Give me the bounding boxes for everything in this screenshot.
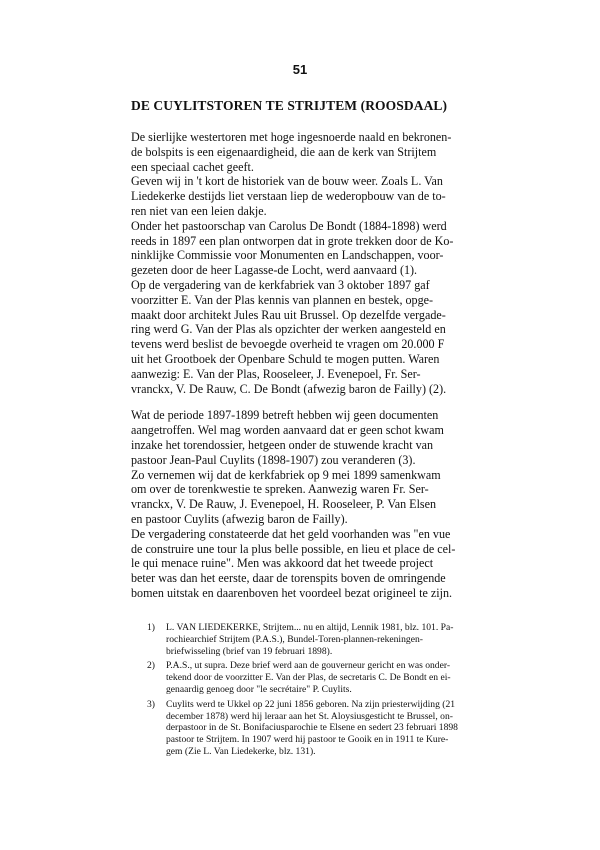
text-line: le qui menace ruine". Men was akkoord dat het tweede project <box>131 556 434 571</box>
text-line: ring werd G. Van der Plas als opzichter der werken aangesteld en <box>131 322 446 337</box>
text-line: beter was dan het eerste, daar de torenspits boven de omringende <box>131 571 446 586</box>
text-line: gezeten door de heer Lagasse-de Locht, werd aanvaard (1). <box>131 263 418 278</box>
text-line: voorzitter E. Van der Plas kennis van plannen en bestek, opge- <box>131 292 434 307</box>
footnote-number: 1) <box>147 622 155 633</box>
text-line: een speciaal cachet geeft. <box>131 159 254 174</box>
paragraph-1 <box>131 130 475 396</box>
text-line: De vergadering constateerde dat het geld voorhanden was "en vue <box>131 526 451 541</box>
text-line: reeds in 1897 een plan ontworpen dat in grote trekken door de Ko- <box>131 233 454 248</box>
footnote-line: december 1878) werd hij leraar aan het St. Aloysiusgesticht te Brussel, on- <box>166 710 453 722</box>
text-line: aangetroffen. Wel mag worden aanvaard dat er geen schot kwam <box>131 423 444 438</box>
footnote <box>147 660 477 695</box>
footnote-line: genaardig genoeg door "le secrétaire" P. Cuylits. <box>166 683 352 695</box>
text-line: vranckx, V. De Rauw, C. De Bondt (afwezig baron de Failly) (2). <box>131 381 447 396</box>
footnote-number: 3) <box>147 698 155 710</box>
text-line: pastoor Jean-Paul Cuylits (1898-1907) zou veranderen (3). <box>131 452 416 467</box>
text-line: en pastoor Cuylits (afwezig baron de Failly). <box>131 511 348 526</box>
footnote-line: L. VAN LIEDEKERKE, Strijtem... nu en altijd, Lennik 1981, blz. 101. Pa- <box>166 622 454 633</box>
footnote-line: P.A.S., ut supra. Deze brief werd aan de gouverneur gericht en was onder- <box>166 660 451 672</box>
text-line: maakt door architekt Jules Rau uit Brussel. Op dezelfde vergade- <box>131 307 446 322</box>
text-line: Wat de periode 1897-1899 betreft hebben wij geen documenten <box>131 408 439 423</box>
text-line: de construire une tour la plus belle possible, en lieu et place de cel- <box>131 541 456 556</box>
footnote-line: Cuylits werd te Ukkel op 22 juni 1856 geboren. Na zijn priesterwijding (21 <box>166 698 456 710</box>
footnote <box>147 699 477 758</box>
footnote-line: derpastoor in de St. Bonifaciusparochie te Elsene en sedert 23 februari 1898 <box>166 722 458 734</box>
article-body <box>131 130 475 601</box>
paragraph-2 <box>131 408 475 600</box>
text-line: ninklijke Commissie voor Monumenten en Landschappen, voor- <box>131 248 444 263</box>
text-line: bomen uitstak en daarenboven het voordeel bezat origineel te zijn. <box>131 585 453 600</box>
text-line: tevens werd beslist de bevoegde overheid te vragen om 20.000 F <box>131 337 445 352</box>
footnote-line: pastoor te Strijtem. In 1907 werd hij pastoor te Gooik en in 1911 te Kure- <box>166 734 449 746</box>
footnotes <box>147 622 477 761</box>
footnote-number: 2) <box>147 660 155 672</box>
footnote-line: gem (Zie L. Van Liedekerke, blz. 131). <box>166 745 316 757</box>
text-line: Liedekerke destijds liet verstaan liep de wederopbouw van de to- <box>131 189 446 204</box>
text-line: inzake het torendossier, hetgeen onder de stuwende kracht van <box>131 437 434 452</box>
text-line: Geven wij in 't kort de historiek van de bouw weer. Zoals L. Van <box>131 174 443 189</box>
footnote-line: rochiearchief Strijtem (P.A.S.), Bundel-Toren-plannen-rekeningen- <box>166 633 423 645</box>
text-line: Op de vergadering van de kerkfabriek van 3 oktober 1897 gaf <box>131 277 430 292</box>
text-line: uit het Grootboek der Openbare Schuld te mogen putten. Waren <box>131 351 440 366</box>
text-line: om over de torenkwestie te spreken. Aanwezig waren Fr. Ser- <box>131 482 429 497</box>
text-line: ren niet van een leien dakje. <box>131 203 267 218</box>
text-line: Zo vernemen wij dat de kerkfabriek op 9 mei 1899 samenkwam <box>131 467 441 482</box>
page-number: 51 <box>292 62 308 77</box>
text-line: De sierlijke westertoren met hoge ingesnoerde naald en bekronen- <box>131 130 452 144</box>
footnote-line: briefwisseling (brief van 19 februari 1898). <box>166 645 333 657</box>
text-line: vranckx, V. De Rauw, J. Evenepoel, H. Rooseleer, P. Van Elsen <box>131 497 437 512</box>
footnote-line: tekend door de voorzitter E. Van der Plas, de secretaris C. De Bondt en ei- <box>166 672 451 684</box>
text-line: aanwezig: E. Van der Plas, Rooseleer, J. Evenepoel, Fr. Ser- <box>131 366 421 381</box>
text-line: de bolspits is een eigenaardigheid, die aan de kerk van Strijtem <box>131 144 437 159</box>
text-line: Onder het pastoorschap van Carolus De Bondt (1884-1898) werd <box>131 218 447 233</box>
article-title: DE CUYLITSTOREN TE STRIJTEM (ROOSDAAL) <box>131 98 448 113</box>
paragraph-gap <box>131 396 475 408</box>
footnote <box>147 622 477 657</box>
